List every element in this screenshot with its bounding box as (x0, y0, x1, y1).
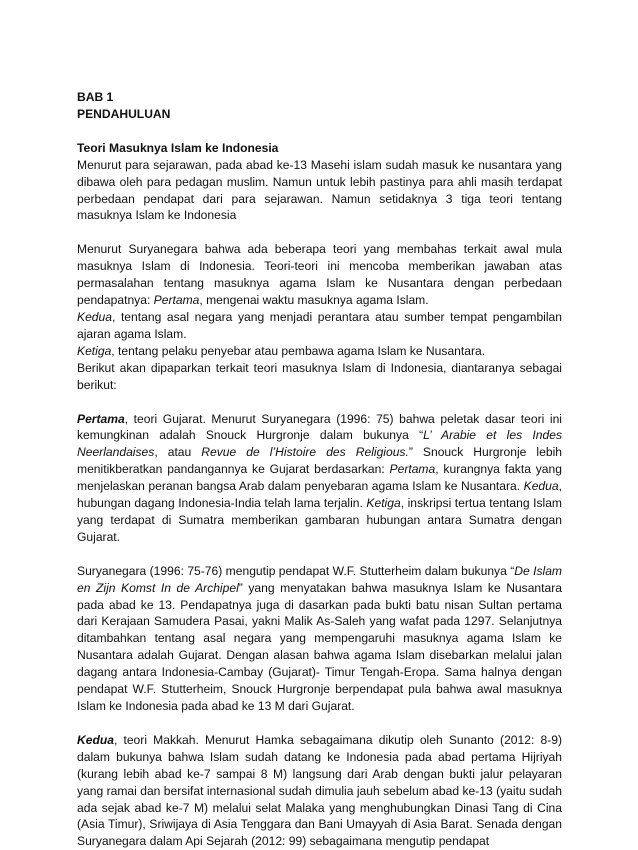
paragraph-teori-makkah: Kedua, teori Makkah. Menurut Hamka sebagaimana dikutip oleh Sunanto (2012: 8-9) dalam bukunya bahwa Islam sudah datang ke Indonesia pada abad pertama Hijriyah (kurang lebih abad ke-7 sampai 8 M) langsung dari Arab dengan bukti jalur pelayaran yang ramai dan bersifat internasional sudah dimulia jauh sebelum abad ke-13 (yaitu sudah ada sejak abad ke-7 M) melalui selat Malaka yang menghubungkan Dinasi Tang di Cina (Asia Timur), Sriwijaya di Asia Tenggara dan Bani Umayyah di Asia Barat. Senada dengan Suryanegara dalam Api Sejarah (2012: 99) sebagaimana mengutip pendapat (77, 732, 562, 849)
chapter-title: PENDAHULUAN (77, 106, 171, 121)
section-title: Teori Masuknya Islam ke Indonesia (77, 140, 279, 155)
paragraph-teori-gujarat: Pertama, teori Gujarat. Menurut Suryanegara (1996: 75) bahwa peletak dasar teori ini kemungkinan adalah Snouck Hurgronje dalam bukunya “L’ Arabie et les Indes Neerlandaises, atau Revue de l’Histoire des Religious.” Snouck Hurgronje lebih menitikberatkan pandangannya ke Gujarat berdasarkan: Pertama, kurangnya fakta yang menjelaskan peranan bangsa Arab dalam penyebaran agama Islam ke Nusantara. Kedua, hubungan dagang Indonesia-India telah lama terjalin. Ketiga, inskripsi tertua tentang Islam yang terdapat di Sumatra memberikan gambaran hubungan antara Sumatra dengan Gujarat. (77, 411, 562, 544)
paragraph-ketiga: Ketiga, tentang pelaku penyebar atau pembawa agama Islam ke Nusantara. (77, 343, 486, 358)
paragraph-kedua: Kedua, tentang asal negara yang menjadi perantara atau sumber tempat pengambilan ajaran agama Islam. (77, 309, 562, 341)
paragraph-intro: Menurut para sejarawan, pada abad ke-13 Masehi islam sudah masuk ke nusantara yang dibawa oleh para pedagan muslim. Namun untuk lebih pastinya para ahli masih terdapat perbedaan pendapat dari para sejarawan. Namun setidaknya 3 tiga teori tentang masuknya Islam ke Indonesia (77, 157, 562, 223)
page-content (77, 89, 562, 850)
paragraph-stutterheim: Suryanegara (1996: 75-76) mengutip pendapat W.F. Stutterheim dalam bukunya “De Islam en Zijn Komst In de Archipel” yang menyatakan bahwa masuknya Islam ke Nusantara pada abad ke 13. Pendapatnya juga di dasarkan pada bukti batu nisan Sultan pertama dari Kerajaan Samudera Pasai, yakni Malik As-Saleh yang wafat pada 1297. Selanjutnya ditambahkan tentang asal negara yang mempengaruhi masuknya agama Islam ke Nusantara adalah Gujarat. Dengan alasan bahwa agama Islam disebarkan melalui jalan dagang antara Indonesia-Cambay (Gujarat)- Timur Tengah-Eropa. Sama halnya dengan pendapat W.F. Stutterheim, Snouck Hurgronje berpendapat pula bahwa awal masuknya Islam ke Indonesia pada abad ke 13 M dari Gujarat. (77, 563, 562, 713)
chapter-number: BAB 1 (77, 90, 114, 104)
paragraph-berikut: Berikut akan dipaparkan terkait teori masuknya Islam di Indonesia, diantaranya sebagai berikut: (77, 360, 562, 392)
paragraph-suryanegara: Menurut Suryanegara bahwa ada beberapa teori yang membahas terkait awal mula masuknya Islam di Indonesia. Teori-teori ini mencoba memberikan jawaban atas permasalahan tentang masuknya agama Islam ke Nusantara dengan perbedaan pendapatnya: Pertama, mengenai waktu masuknya agama Islam. (77, 242, 562, 308)
